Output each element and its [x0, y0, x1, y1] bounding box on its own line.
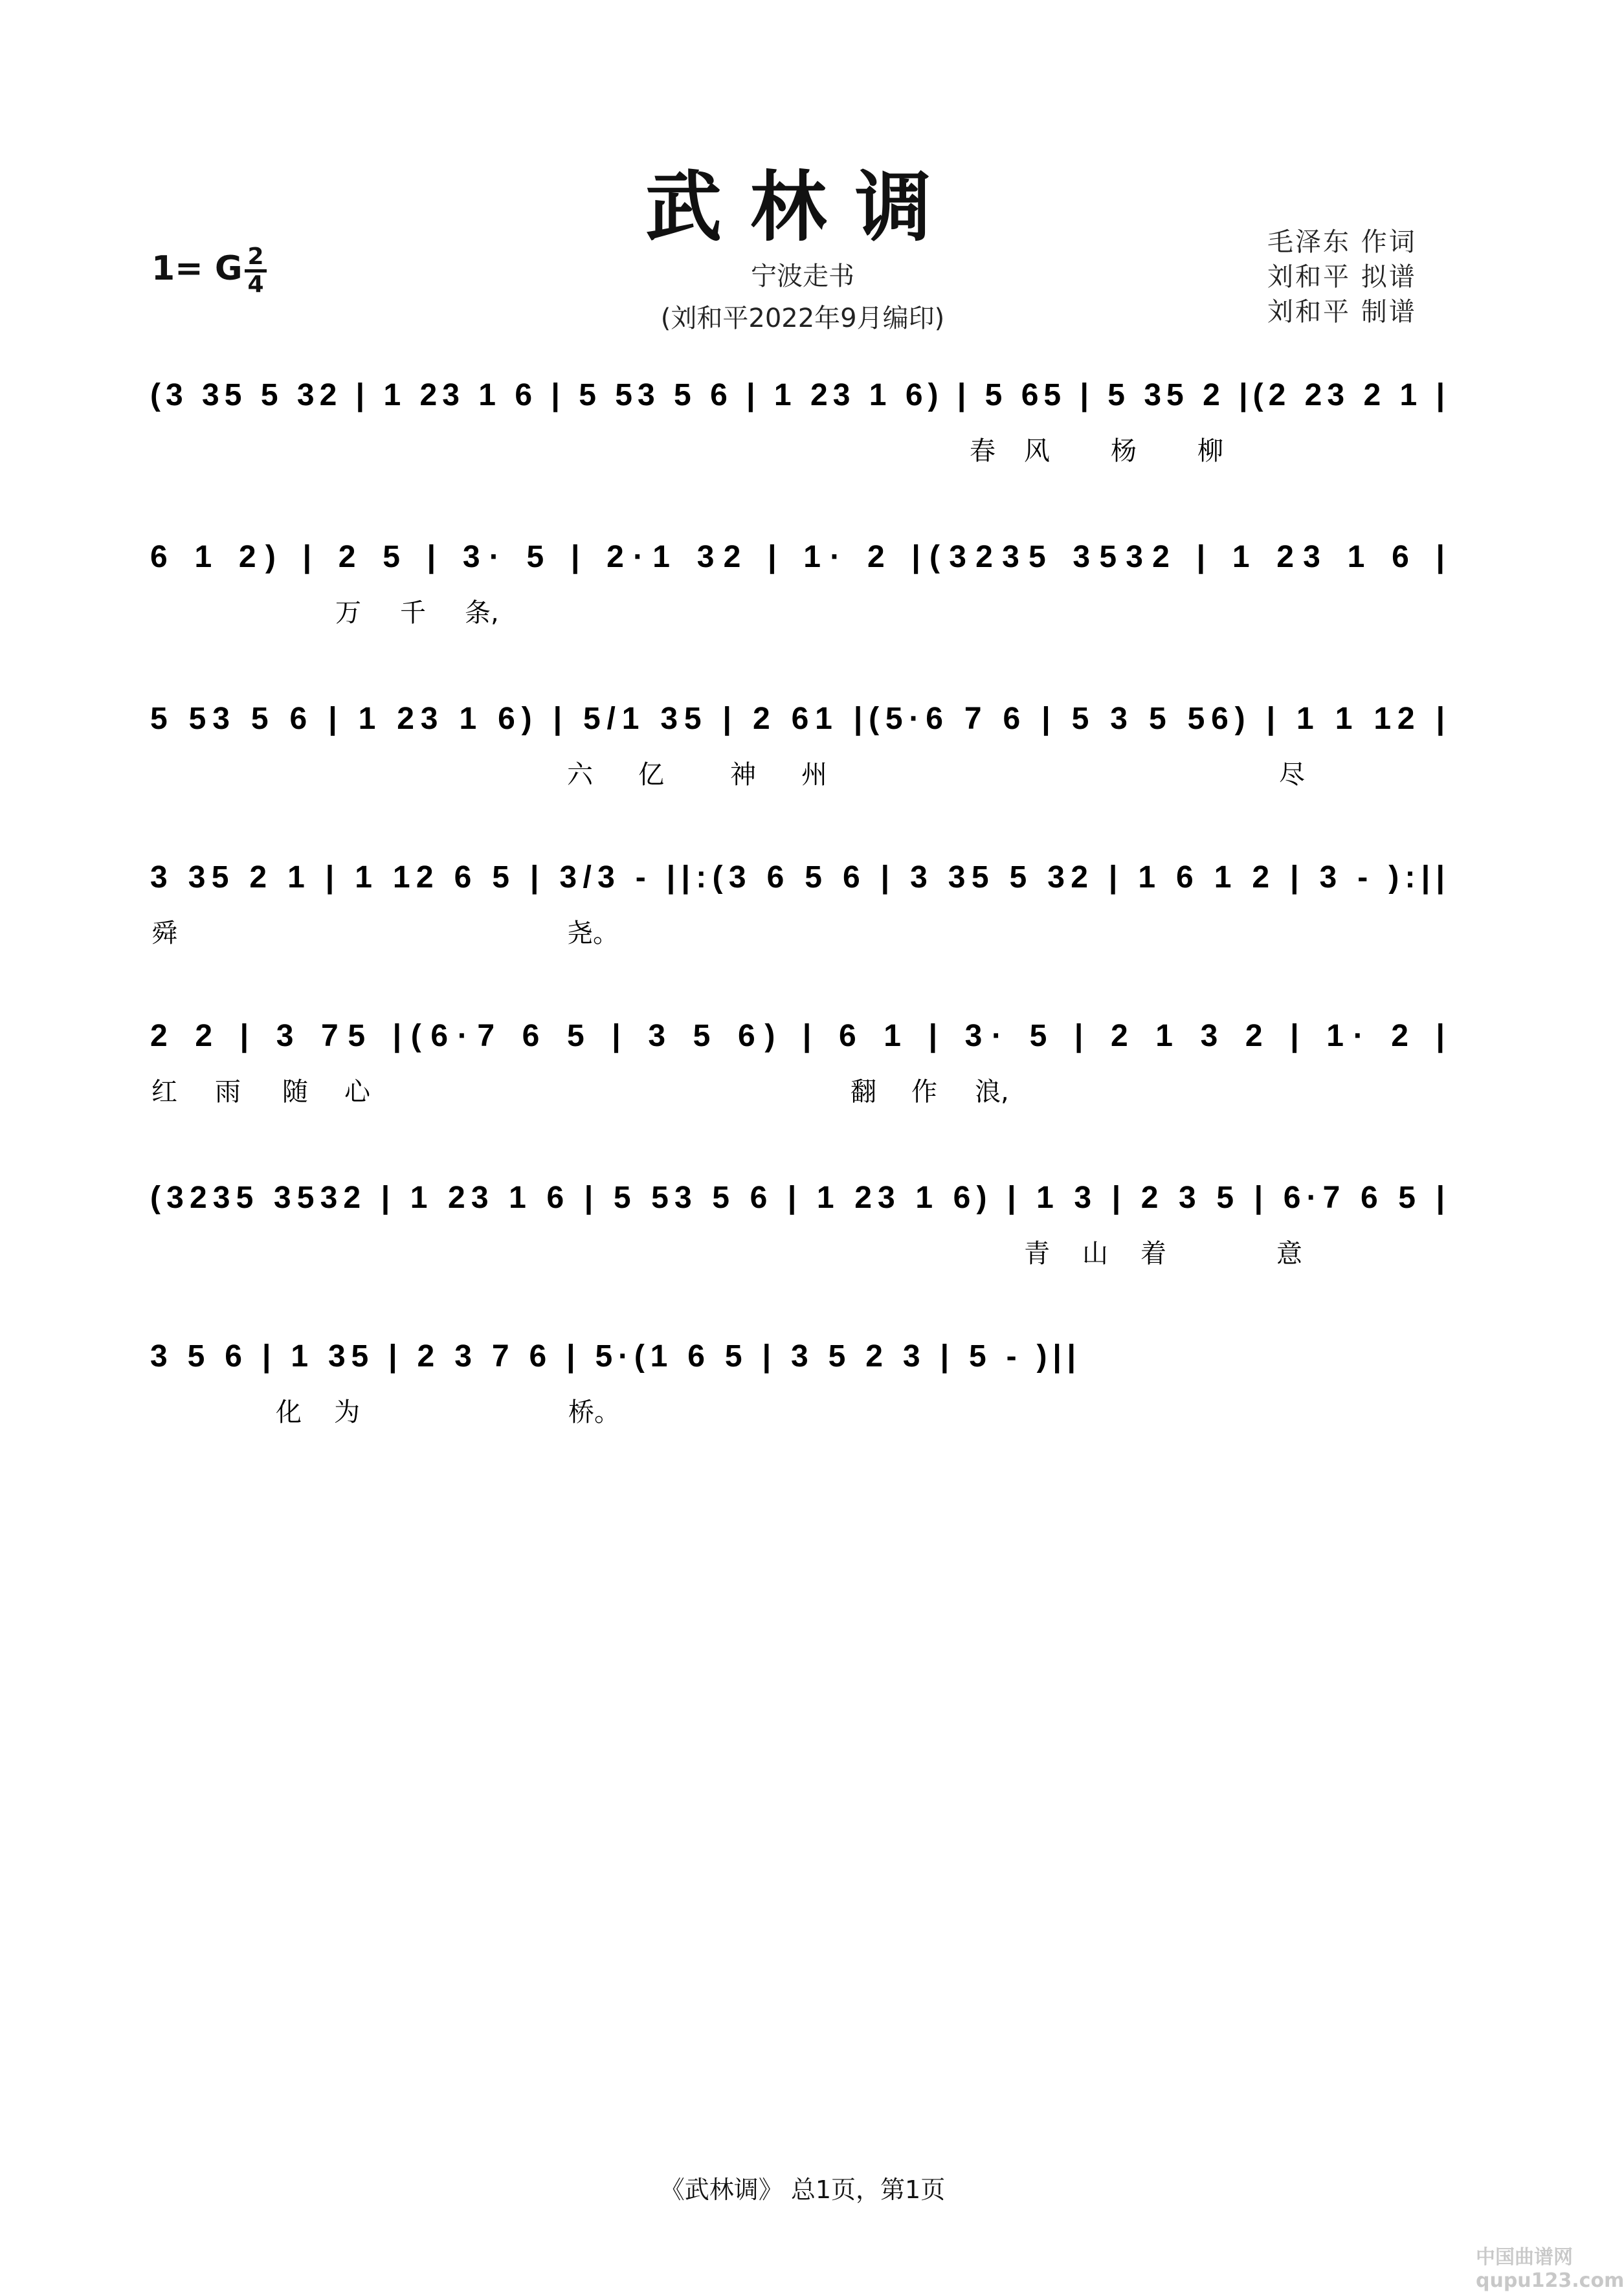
notation-text: 6 1 2) | 2 5 | 3· 5 | 2·1 32 | 1· 2 |(3235 3532 | 1 23 1 6 | [150, 540, 1445, 574]
score-line-svg [148, 524, 1462, 686]
lyric-syllable: 为 [334, 1397, 360, 1427]
time-numerator: 2 [247, 243, 264, 270]
lyric-syllable: 化 [276, 1397, 302, 1427]
lyric-syllable: 山 [1082, 1239, 1108, 1269]
score-line-svg [148, 1165, 1462, 1327]
time-denominator: 4 [245, 269, 267, 297]
lyric-syllable: 舜 [151, 918, 177, 948]
score-line [148, 524, 1462, 686]
score-line [148, 686, 1462, 848]
score-line-svg [148, 362, 1462, 524]
score-line [148, 362, 1462, 524]
lyric-syllable: 尧。 [567, 918, 619, 948]
score-line [148, 1003, 1462, 1165]
score-line-svg [148, 686, 1462, 848]
lyric-syllable: 春 [970, 436, 996, 466]
lyric-syllable: 州 [801, 760, 827, 790]
lyric-syllable: 万 [335, 598, 361, 628]
lyric-syllable: 翻 [851, 1077, 876, 1107]
lyric-syllable: 雨 [215, 1077, 241, 1107]
lyric-syllable: 意 [1276, 1239, 1302, 1269]
lyric-syllable: 心 [344, 1077, 370, 1107]
score-line-svg [148, 845, 1462, 1007]
score-line [148, 1324, 1462, 1485]
score-line-svg [148, 1003, 1462, 1165]
credit-lyricist: 毛泽东 作词 [1267, 227, 1417, 257]
lyric-syllable: 作 [911, 1077, 937, 1107]
notation-text: 5 53 5 6 | 1 23 1 6) | 5/1 35 | 2 61 |(5·6 7 6 | 5 3 5 56) | 1 1 12 | [150, 702, 1445, 736]
lyric-syllable: 桥。 [568, 1397, 620, 1427]
lyric-syllable: 六 [567, 760, 593, 790]
score-line [148, 1165, 1462, 1327]
edition-note: (刘和平2022年9月编印) [660, 304, 945, 333]
key-signature: 1= G [151, 249, 243, 288]
lyric-syllable: 杨 [1111, 436, 1137, 466]
score-line-svg [148, 1324, 1462, 1485]
watermark-logo: 中国曲谱网 qupu123.com [1476, 2246, 1624, 2292]
notation-text: 3 5 6 | 1 35 | 2 3 7 6 | 5·(1 6 5 | 3 5 2 3 | 5 - )|| [150, 1339, 1076, 1374]
lyric-syllable: 神 [730, 760, 756, 790]
lyric-syllable: 千 [400, 598, 426, 628]
notation-text: 3 35 2 1 | 1 12 6 5 | 3/3 - ||:(3 6 5 6 | 3 35 5 32 | 1 6 1 2 | 3 - ):|| [150, 860, 1445, 895]
lyric-syllable: 尽 [1279, 760, 1305, 790]
credit-arranger: 刘和平 拟谱 [1267, 262, 1417, 292]
notation-text: (3 35 5 32 | 1 23 1 6 | 5 53 5 6 | 1 23 1 6) | 5 65 | 5 35 2 |(2 23 2 1 | [150, 378, 1445, 412]
lyric-syllable: 柳 [1197, 436, 1223, 466]
notation-text: 2 2 | 3 75 |(6·7 6 5 | 3 5 6) | 6 1 | 3· 5 | 2 1 3 2 | 1· 2 | [150, 1019, 1445, 1053]
lyric-syllable: 红 [151, 1077, 177, 1107]
lyric-syllable: 随 [282, 1077, 308, 1107]
score-title: 武林调 [645, 162, 960, 252]
genre-label: 宁波走书 [751, 261, 854, 291]
lyric-syllable: 着 [1140, 1239, 1166, 1269]
lyric-syllable: 风 [1024, 436, 1050, 466]
page-footer: 《武林调》 总1页，第1页 [660, 2175, 946, 2204]
notation-text: (3235 3532 | 1 23 1 6 | 5 53 5 6 | 1 23 1 6) | 1 3 | 2 3 5 | 6·7 6 5 | [150, 1181, 1445, 1215]
lyric-syllable: 条, [465, 598, 499, 628]
credit-engraver: 刘和平 制谱 [1267, 297, 1417, 327]
lyric-syllable: 亿 [638, 760, 664, 790]
lyric-syllable: 浪, [975, 1077, 1009, 1107]
score-line [148, 845, 1462, 1007]
lyric-syllable: 青 [1024, 1239, 1050, 1269]
